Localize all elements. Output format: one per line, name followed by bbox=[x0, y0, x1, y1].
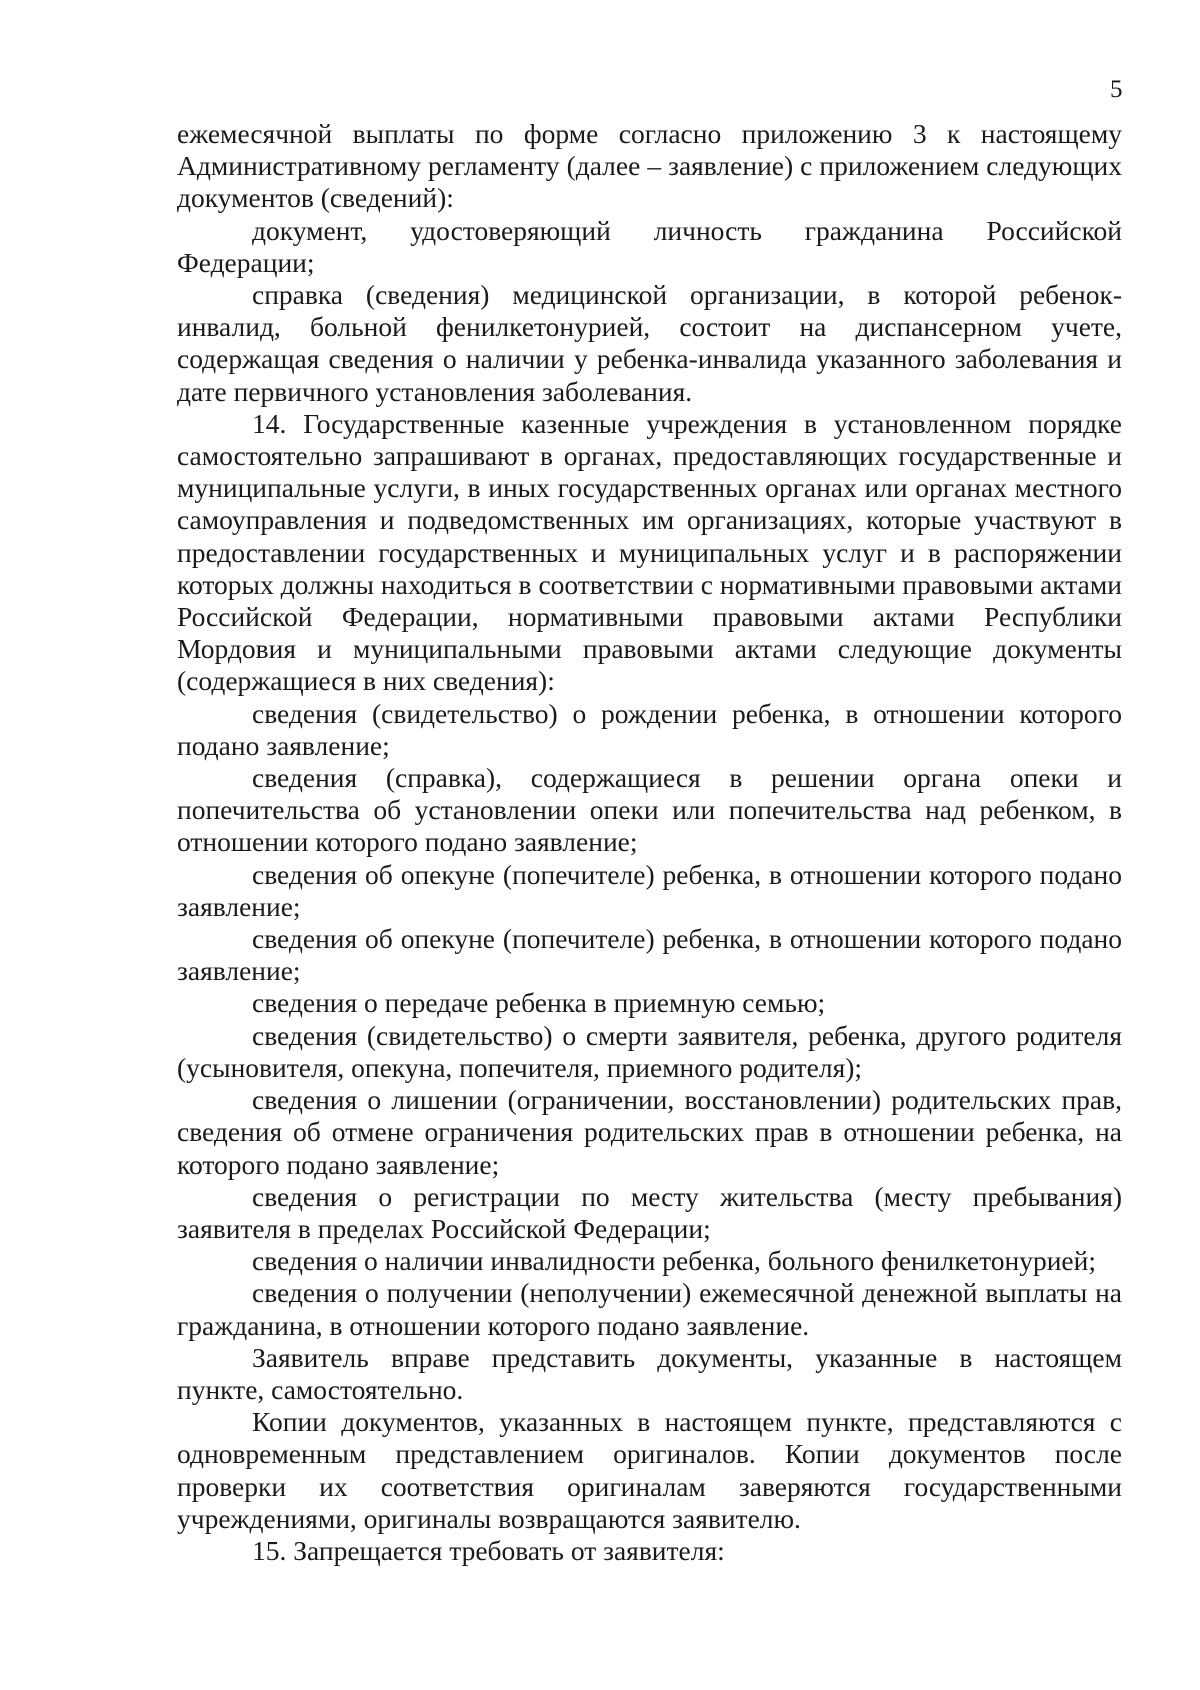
list-item-registration: сведения о регистрации по месту жительства (месту пребывания) заявителя в пределах Российской Федерации; bbox=[177, 1180, 1122, 1244]
list-item-medical-certificate: справка (сведения) медицинской организации, в которой ребенок-инвалид, больной фенилкетонурией, состоит на диспансерном учете, содержащая сведения о наличии у ребенка-инвалида указанного заболевания и дате первичного установления заболевания. bbox=[177, 279, 1122, 407]
clause-14: 14. Государственные казенные учреждения в установленном порядке самостоятельно запрашивают в органах, предоставляющих государственные и муниципальные услуги, в иных государственных органах или органах местного самоуправления и подведомственных им организациях, которые участвуют в предоставлении государственных и муниципальных услуг и в распоряжении которых должны находиться в соответствии с нормативными правовыми актами Российской Федерации, нормативными правовыми актами Республики Мордовия и муниципальными правовыми актами следующие документы (содержащиеся в них сведения): bbox=[177, 407, 1122, 697]
list-item-guardian-info-repeat: сведения об опекуне (попечителе) ребенка, в отношении которого подано заявление; bbox=[177, 923, 1122, 987]
list-item-foster-family: сведения о передаче ребенка в приемную семью; bbox=[252, 987, 826, 1019]
document-body bbox=[177, 118, 1122, 1567]
paragraph-continuation: ежемесячной выплаты по форме согласно приложению 3 к настоящему Административному регламенту (далее – заявление) с приложением следующих документов (сведений): bbox=[177, 118, 1122, 214]
list-item-parental-rights: сведения о лишении (ограничении, восстановлении) родительских прав, сведения об отмене ограничения родительских прав в отношении ребенка, на которого подано заявление; bbox=[177, 1084, 1122, 1180]
list-item-disability: сведения о наличии инвалидности ребенка, больного фенилкетонурией; bbox=[252, 1245, 1097, 1277]
list-item-guardianship-decision: сведения (справка), содержащиеся в решении органа опеки и попечительства об установлении опеки или попечительства над ребенком, в отношении которого подано заявление; bbox=[177, 762, 1122, 858]
list-item-death-info: сведения (свидетельство) о смерти заявителя, ребенка, другого родителя (усыновителя, опекуна, попечителя, приемного родителя); bbox=[177, 1019, 1122, 1083]
list-item-guardian-info: сведения об опекуне (попечителе) ребенка, в отношении которого подано заявление; bbox=[177, 858, 1122, 922]
paragraph-applicant-right: Заявитель вправе представить документы, указанные в настоящем пункте, самостоятельно. bbox=[177, 1341, 1122, 1405]
clause-15: 15. Запрещается требовать от заявителя: bbox=[252, 1534, 725, 1566]
list-item-payment-receipt: сведения о получении (неполучении) ежемесячной денежной выплаты на гражданина, в отношении которого подано заявление. bbox=[177, 1277, 1122, 1341]
page-number: 5 bbox=[1110, 76, 1123, 103]
list-item-birth-info: сведения (свидетельство) о рождении ребенка, в отношении которого подано заявление; bbox=[177, 697, 1122, 761]
paragraph-copies: Копии документов, указанных в настоящем пункте, представляются с одновременным представлением оригиналов. Копии документов после проверки их соответствия оригиналам заверяются государственными учреждениями, оригиналы возвращаются заявителю. bbox=[177, 1406, 1122, 1534]
list-item-identity-document: документ, удостоверяющий личность гражданина Российской Федерации; bbox=[177, 214, 1122, 278]
